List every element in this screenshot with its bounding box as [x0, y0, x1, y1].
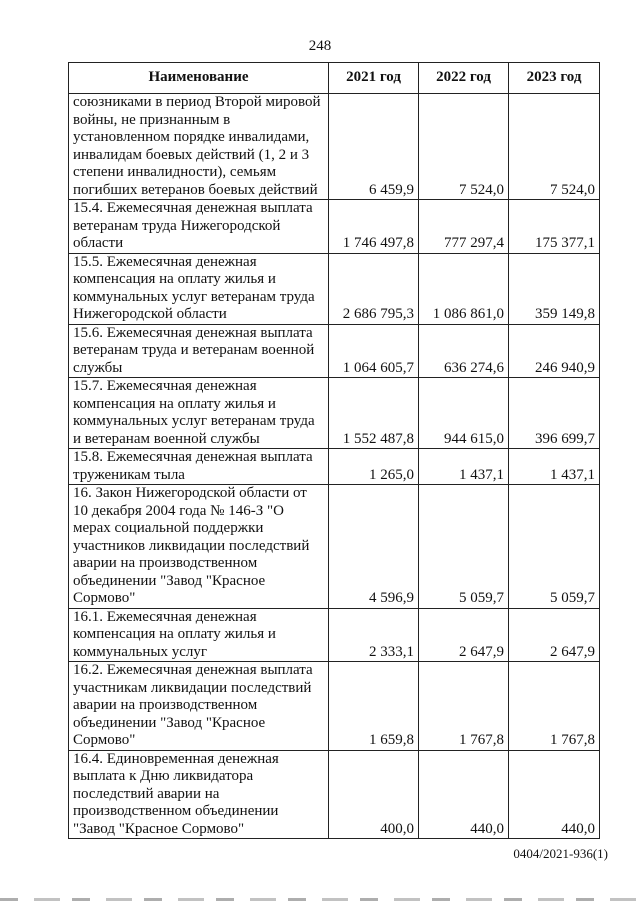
document-code: 0404/2021-936(1): [513, 846, 608, 861]
table-row: [69, 324, 600, 378]
row-value-2023: 246 940,9: [509, 324, 600, 378]
row-name: 15.6. Ежемесячная денежная выплата ветеранам труда и ветеранам военной службы: [69, 324, 329, 378]
table-row: [69, 750, 600, 839]
row-value-2022: 636 274,6: [419, 324, 509, 378]
row-value-2023: 1 767,8: [509, 662, 600, 751]
table-row: [69, 662, 600, 751]
row-value-2021: 400,0: [329, 750, 419, 839]
row-value-2022: 5 059,7: [419, 485, 509, 609]
row-name: 15.5. Ежемесячная денежная компенсация на оплату жилья и коммунальных услуг ветеранам труда Нижегородской области: [69, 253, 329, 324]
table-row: [69, 485, 600, 609]
budget-table: [68, 62, 600, 839]
row-name: 15.7. Ежемесячная денежная компенсация на оплату жилья и коммунальных услуг ветеранам труда и ветеранам военной службы: [69, 378, 329, 449]
row-value-2023: 7 524,0: [509, 94, 600, 200]
table-row: [69, 200, 600, 254]
row-value-2023: 359 149,8: [509, 253, 600, 324]
row-name: 16.4. Единовременная денежная выплата к Дню ликвидатора последствий аварии на производственном объединении "Завод "Красное Сормово": [69, 750, 329, 839]
row-value-2022: 777 297,4: [419, 200, 509, 254]
row-value-2023: 175 377,1: [509, 200, 600, 254]
row-name: 16. Закон Нижегородской области от 10 декабря 2004 года № 146-З "О мерах социальной поддержки участников ликвидации последствий аварии на производственном объединении "Завод "Красное Сормово": [69, 485, 329, 609]
row-value-2022: 1 086 861,0: [419, 253, 509, 324]
row-value-2021: 1 265,0: [329, 449, 419, 485]
row-value-2021: 6 459,9: [329, 94, 419, 200]
row-name: 15.8. Ежемесячная денежная выплата труженикам тыла: [69, 449, 329, 485]
row-value-2022: 440,0: [419, 750, 509, 839]
row-value-2021: 1 064 605,7: [329, 324, 419, 378]
row-value-2021: 2 333,1: [329, 608, 419, 662]
table-header-row: [69, 63, 600, 94]
row-value-2022: 7 524,0: [419, 94, 509, 200]
row-value-2022: 1 437,1: [419, 449, 509, 485]
row-value-2021: 4 596,9: [329, 485, 419, 609]
page-number: 248: [308, 38, 332, 54]
scan-artifact-strip: [0, 898, 640, 901]
row-value-2021: 2 686 795,3: [329, 253, 419, 324]
table-row: [69, 608, 600, 662]
header-name: Наименование: [69, 63, 329, 94]
table-row: [69, 378, 600, 449]
header-2023: 2023 год: [509, 63, 600, 94]
row-value-2022: 1 767,8: [419, 662, 509, 751]
row-value-2023: 2 647,9: [509, 608, 600, 662]
header-2022: 2022 год: [419, 63, 509, 94]
row-value-2022: 944 615,0: [419, 378, 509, 449]
row-value-2023: 1 437,1: [509, 449, 600, 485]
row-value-2023: 5 059,7: [509, 485, 600, 609]
row-name: союзниками в период Второй мировой войны, не признанным в установленном порядке инвалидами, инвалидам боевых действий (1, 2 и 3 степени инвалидности), семьям погибших ветеранов боевых действий: [69, 94, 329, 200]
row-value-2023: 396 699,7: [509, 378, 600, 449]
header-2021: 2021 год: [329, 63, 419, 94]
table-row: [69, 253, 600, 324]
row-value-2022: 2 647,9: [419, 608, 509, 662]
table-row: [69, 449, 600, 485]
row-value-2021: 1 552 487,8: [329, 378, 419, 449]
table-row: [69, 94, 600, 200]
row-value-2021: 1 659,8: [329, 662, 419, 751]
row-value-2021: 1 746 497,8: [329, 200, 419, 254]
row-name: 16.1. Ежемесячная денежная компенсация на оплату жилья и коммунальных услуг: [69, 608, 329, 662]
row-name: 16.2. Ежемесячная денежная выплата участникам ликвидации последствий аварии на производственном объединении "Завод "Красное Сормово": [69, 662, 329, 751]
row-name: 15.4. Ежемесячная денежная выплата ветеранам труда Нижегородской области: [69, 200, 329, 254]
row-value-2023: 440,0: [509, 750, 600, 839]
